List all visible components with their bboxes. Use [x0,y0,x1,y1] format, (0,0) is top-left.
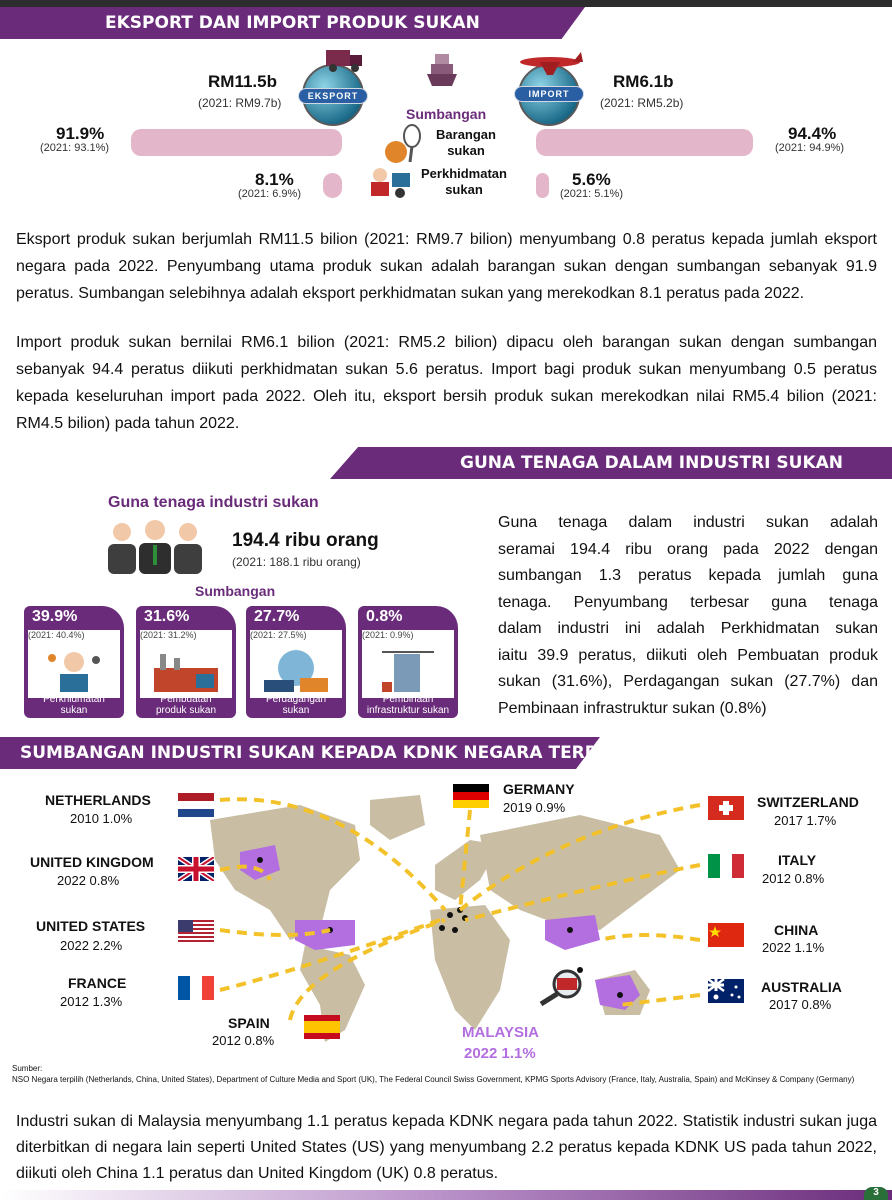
china-name: CHINA [774,922,819,938]
card-pembuatan: 31.6% (2021: 31.2%) Pembuatan produk sukan [136,606,236,718]
ship-icon [425,50,459,90]
import-pill: IMPORT [514,86,584,102]
china-value: 2022 1.1% [762,940,825,955]
netherlands-flag-icon [178,793,214,817]
import-value: RM6.1b [613,72,674,91]
page-number: 3 [864,1187,888,1200]
card-perdagangan: 27.7% (2021: 27.5%) Perdagangan sukan [246,606,346,718]
netherlands-value: 2010 1.0% [70,811,133,826]
australia-name: AUSTRALIA [761,979,842,995]
spain-flag-icon [304,1015,340,1039]
connector-lines [0,770,892,1060]
export-services-pct: 8.1% [255,170,294,189]
italy-value: 2012 0.8% [762,871,825,886]
employment-sumbangan-label: Sumbangan [195,583,276,599]
export-value: RM11.5b [208,72,277,91]
germany-name: GERMANY [503,781,575,797]
top-border [0,0,892,7]
uk-flag-icon [178,857,214,881]
import-goods-bar [536,129,753,156]
employment-subtitle: Guna tenaga industri sukan [108,494,319,511]
export-goods-bar [131,129,342,156]
italy-name: ITALY [778,852,817,868]
malaysia-name: MALAYSIA [462,1024,539,1041]
truck-icon [324,46,366,74]
export-pill: EKSPORT [298,88,368,104]
spain-name: SPAIN [228,1015,270,1031]
sumbangan-label: Sumbangan [406,106,487,122]
germany-value: 2019 0.9% [503,800,566,815]
switzerland-flag-icon [708,796,744,820]
employment-paragraph: Guna tenaga dalam industri sukan adalah seramai 194.4 ribu orang pada 2022 dengan sumbangan 1.3 peratus kepada jumlah guna tenaga. Penyumbang terbesar guna tenaga dalam industri ini adalah Perkhidmatan sukan iaitu 39.9 peratus, diikuti oleh Pembuatan produk sukan (31.6%), Perdagangan sukan (27.7%) dan Pembinaan infrastruktur sukan (0.8%) [498,514,878,717]
trade-globe-icon [260,648,332,694]
netherlands-name: NETHERLANDS [45,792,151,808]
us-flag-icon [178,920,214,944]
export-goods-pct: 91.9% [56,124,105,143]
employment-total: 194.4 ribu orang [232,530,379,551]
france-flag-icon [178,976,214,1000]
switzerland-name: SWITZERLAND [757,794,859,810]
workers-icon [102,518,208,574]
import-services-prev: (2021: 5.1%) [560,188,623,200]
uk-value: 2022 0.8% [57,873,120,888]
malaysia-value: 2022 1.1% [464,1045,536,1062]
export-services-bar [323,173,342,198]
export-paragraph: Eksport produk sukan berjumlah RM11.5 bilion (2021: RM9.7 bilion) menyumbang 0.8 peratus kepada jumlah eksport negara pada 2022. Penyumbang utama produk sukan adalah barangan sukan dengan sumbangan sebanyak 91.9 peratus. Sumbangan selebihnya adalah eksport perkhidmatan sukan yang merekodkan 8.1 peratus pada 2022. [16,231,877,302]
export-goods-prev: (2021: 93.1%) [40,142,110,154]
source-text: NSO Negara terpilih (Netherlands, China, United States), Department of Culture Media and Sport (UK), The Federal Council Swiss Government, KPMG Sports Advisory (France, Italy, Australia, Spain) and McKinsey & Company (Germany) [12,1075,855,1084]
export-prev: (2021: RM9.7b) [198,96,282,110]
china-flag-icon [708,923,744,947]
switzerland-value: 2017 1.7% [774,813,837,828]
france-value: 2012 1.3% [60,994,123,1009]
gdp-paragraph: Industri sukan di Malaysia menyumbang 1.1 peratus kepada KDNK negara pada tahun 2022. Statistik industri sukan juga diterbitkan di negara lain seperti United States (US) yang menyumbang 2.2 peratus kepada KDNK US pada tahun 2022, diikuti oleh China 1.1 peratus dan United Kingdom (UK) 0.8 peratus. [16,1113,877,1182]
australia-flag-icon [708,979,744,1003]
magnifier-icon [535,968,585,1008]
goods-label: Barangan sukan [436,127,496,158]
service-person-icon [46,648,102,694]
card-perkhidmatan: 39.9% (2021: 40.4%) Perkhidmatan sukan [24,606,124,718]
france-name: FRANCE [68,975,127,991]
source-label: Sumber: [12,1064,43,1073]
import-paragraph: Import produk sukan bernilai RM6.1 bilion (2021: RM5.2 bilion) dipacu oleh barangan sukan dengan sumbangan sebanyak 94.4 peratus diikuti perkhidmatan sukan 5.6 peratus. Import bagi produk sukan menyumbang 0.5 peratus kepada keseluruhan import pada 2022. Oleh itu, eksport bersih produk sukan merekodkan nilai RM5.4 bilion (2021: RM4.5 bilion) pada tahun 2022. [16,334,877,432]
import-goods-prev: (2021: 94.9%) [775,142,845,154]
section-title-gdp: SUMBANGAN INDUSTRI SUKAN KEPADA KDNK NEGARA TERPILIH [20,743,635,763]
services-label: Perkhidmatan sukan [421,166,507,197]
section-title-employment: GUNA TENAGA DALAM INDUSTRI SUKAN [460,453,844,473]
employment-total-prev: (2021: 188.1 ribu orang) [232,555,361,569]
spain-value: 2012 0.8% [212,1033,275,1048]
italy-flag-icon [708,854,744,878]
australia-value: 2017 0.8% [769,997,832,1012]
sports-services-icon [366,165,412,199]
footer-bar [0,1190,892,1200]
construction-icon [378,648,438,694]
uk-name: UNITED KINGDOM [30,854,154,870]
import-prev: (2021: RM5.2b) [600,96,684,110]
factory-icon [150,650,222,694]
us-value: 2022 2.2% [60,938,123,953]
import-services-bar [536,173,549,198]
import-services-pct: 5.6% [572,170,611,189]
us-name: UNITED STATES [36,918,146,934]
airplane-icon [515,50,585,78]
sports-equipment-icon [382,124,424,166]
export-services-prev: (2021: 6.9%) [238,188,301,200]
germany-flag-icon [453,784,489,808]
import-goods-pct: 94.4% [788,124,837,143]
card-pembinaan: 0.8% (2021: 0.9%) Pembinaan infrastruktur sukan [358,606,458,718]
section-title-export-import: EKSPORT DAN IMPORT PRODUK SUKAN [105,13,480,33]
